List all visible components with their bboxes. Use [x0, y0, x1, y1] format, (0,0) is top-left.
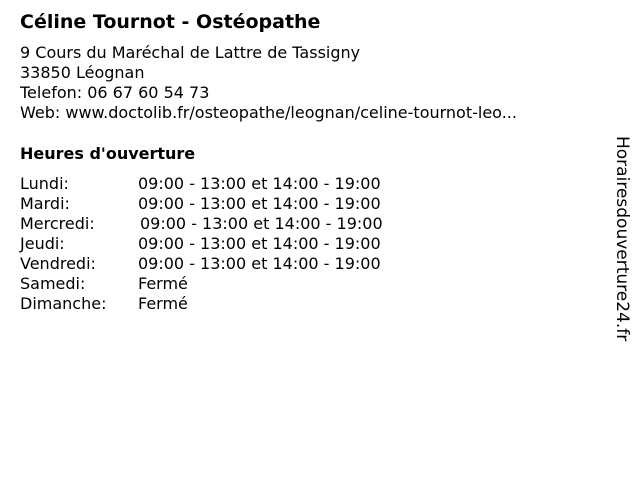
city-postcode: 33850 Léognan [20, 63, 145, 82]
hours-row-monday [20, 174, 383, 194]
day-hours: 09:00 - 13:00 et 14:00 - 19:00 [138, 194, 381, 213]
day-label: Lundi: [20, 174, 69, 193]
day-label: Dimanche: [20, 294, 107, 313]
hours-row-thursday [20, 234, 383, 254]
day-hours: Fermé [138, 294, 188, 313]
day-hours: 09:00 - 13:00 et 14:00 - 19:00 [138, 254, 381, 273]
business-title: Céline Tournot - Ostéopathe [20, 11, 321, 33]
day-hours: 09:00 - 13:00 et 14:00 - 19:00 [138, 234, 381, 253]
hours-row-tuesday [20, 194, 383, 214]
day-label: Samedi: [20, 274, 86, 293]
business-contact [20, 43, 517, 123]
day-hours: 09:00 - 13:00 et 14:00 - 19:00 [140, 214, 383, 233]
street-address: 9 Cours du Maréchal de Lattre de Tassigny [20, 43, 361, 62]
brand-watermark: Horairesdouverture24.fr [612, 136, 632, 342]
hours-row-saturday [20, 274, 383, 294]
hours-heading: Heures d'ouverture [20, 144, 196, 163]
day-label: Jeudi: [20, 234, 65, 253]
day-hours: 09:00 - 13:00 et 14:00 - 19:00 [138, 174, 381, 193]
hours-row-sunday [20, 294, 383, 314]
hours-table [20, 174, 383, 314]
day-label: Vendredi: [20, 254, 96, 273]
day-label: Mercredi: [20, 214, 95, 233]
phone-number[interactable]: Telefon: 06 67 60 54 73 [20, 83, 210, 102]
hours-row-wednesday [20, 214, 383, 234]
hours-row-friday [20, 254, 383, 274]
day-hours: Fermé [138, 274, 188, 293]
website-link[interactable]: Web: www.doctolib.fr/osteopathe/leognan/celine-tournot-leo... [20, 103, 517, 122]
day-label: Mardi: [20, 194, 70, 213]
